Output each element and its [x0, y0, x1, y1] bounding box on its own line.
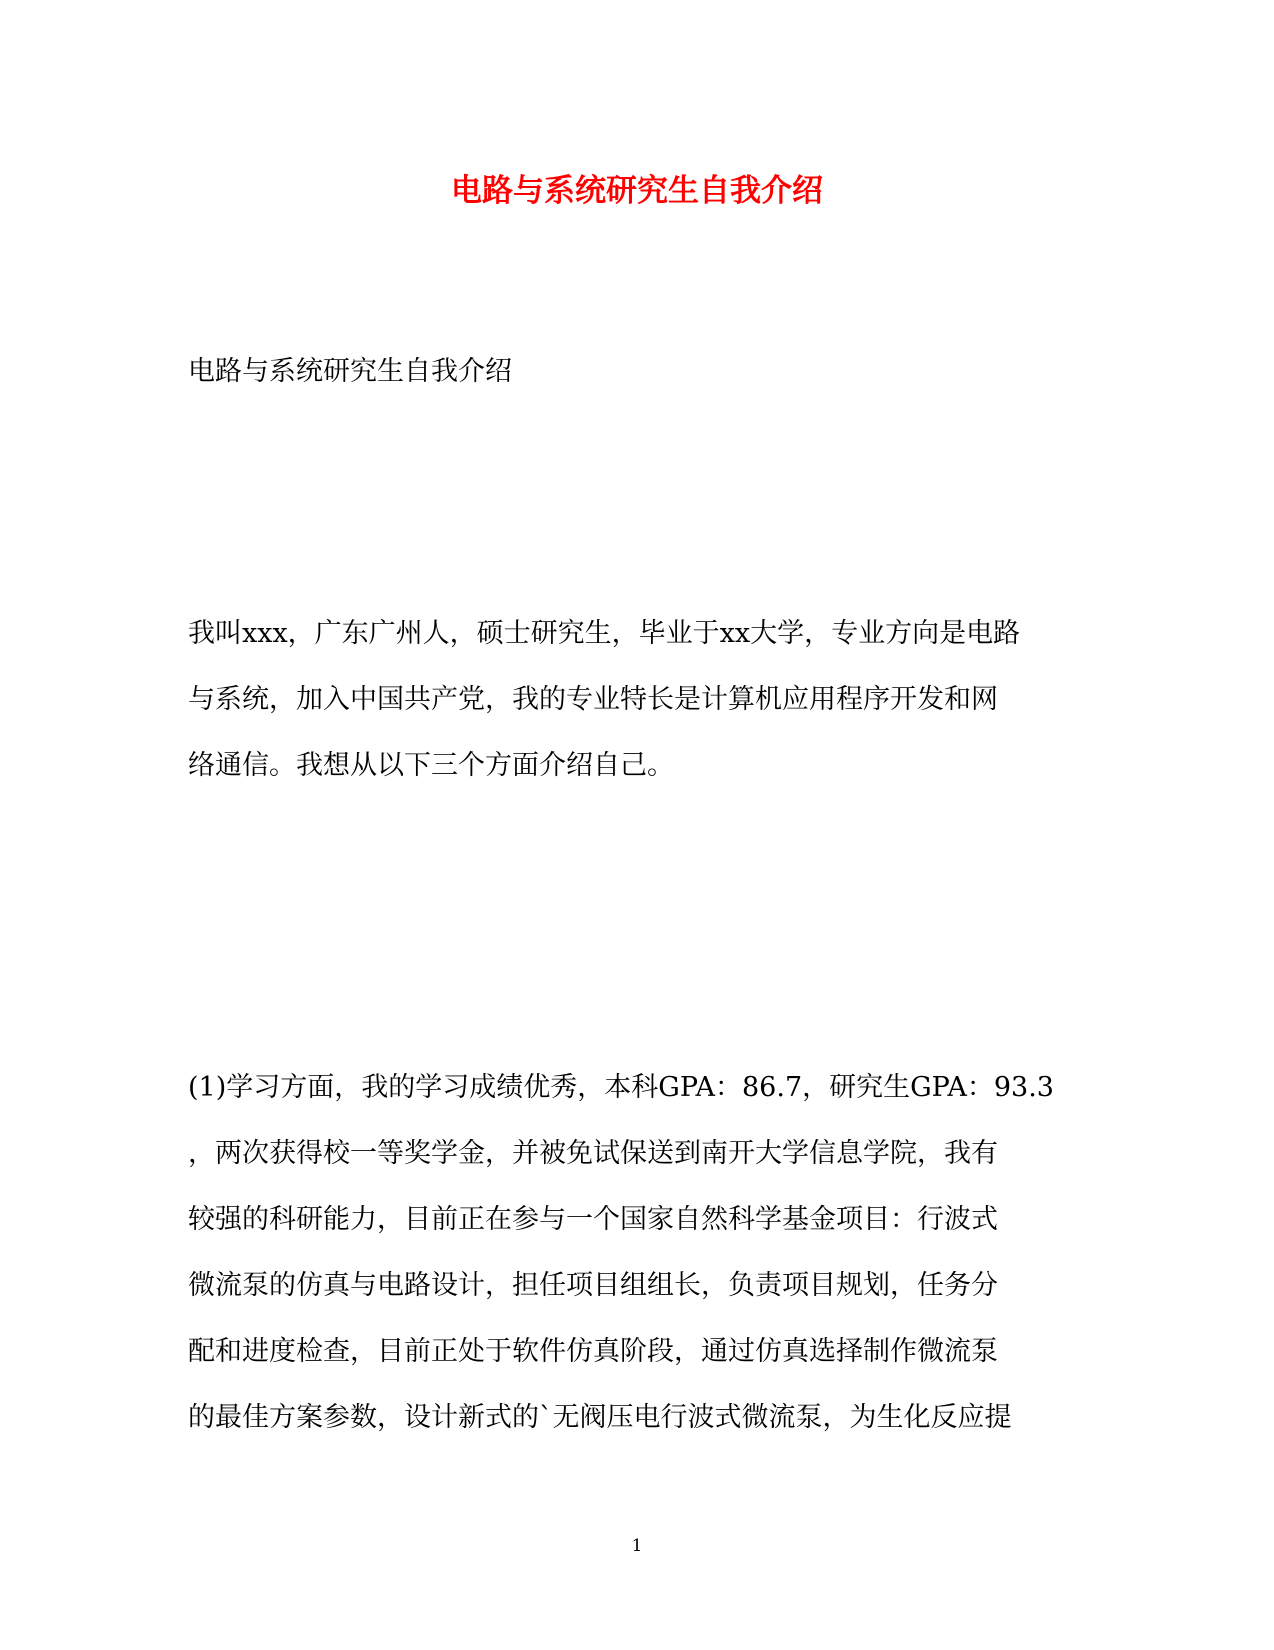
study-line: ，两次获得校一等奖学金，并被免试保送到南开大学信息学院，我有 — [188, 1138, 998, 1169]
intro-line: 络通信。我想从以下三个方面介绍自己。 — [188, 750, 674, 781]
study-line: 较强的科研能力，目前正在参与一个国家自然科学基金项目：行波式 — [188, 1204, 998, 1235]
intro-line: 与系统，加入中国共产党，我的专业特长是计算机应用程序开发和网 — [188, 684, 998, 715]
study-paragraph — [188, 1068, 1054, 1464]
page-number: 1 — [631, 1536, 643, 1556]
intro-line: 我叫xxx，广东广州人，硕士研究生，毕业于xx大学，专业方向是电路 — [188, 618, 1021, 649]
study-line: 微流泵的仿真与电路设计，担任项目组组长，负责项目规划，任务分 — [188, 1270, 998, 1301]
study-line: 配和进度检查，目前正处于软件仿真阶段，通过仿真选择制作微流泵 — [188, 1336, 998, 1367]
document-title: 电路与系统研究生自我介绍 — [451, 173, 823, 209]
study-line: 的最佳方案参数，设计新式的`无阀压电行波式微流泵，为生化反应提 — [188, 1402, 1012, 1433]
intro-paragraph — [188, 614, 1020, 812]
document-subheading: 电路与系统研究生自我介绍 — [188, 356, 512, 387]
study-line: (1)学习方面，我的学习成绩优秀，本科GPA：86.7，研究生GPA：93.3 — [188, 1072, 1054, 1103]
